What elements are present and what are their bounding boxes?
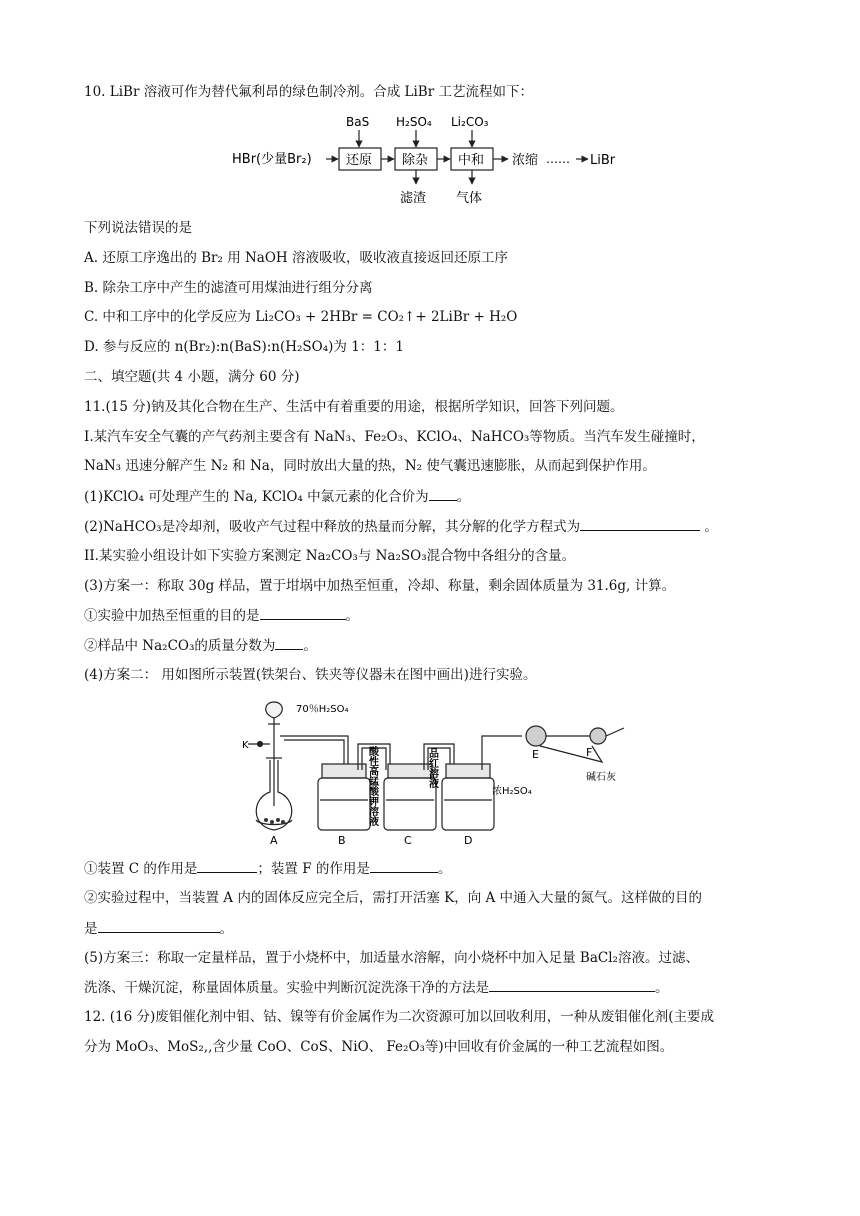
q11-sub3b: [84, 635, 317, 656]
flow-output-gas: 气体: [456, 191, 483, 206]
section-heading: 二、填空题(共 4 小题，满分 60 分): [84, 369, 300, 385]
q10-question: 下列说法错误的是: [84, 220, 192, 236]
b-solution-label: 酸性高锰酸钾溶液: [366, 746, 378, 826]
flow-step-purify: 除杂: [402, 153, 429, 168]
answer-blank[interactable]: [98, 918, 220, 933]
label-e: E: [532, 748, 539, 761]
q11-part1-line2: NaN₃ 迅速分解产生 N₂ 和 Na，同时放出大量的热，N₂ 使气囊迅速膨胀，从而起到保护作用。: [84, 458, 656, 474]
q12-line2: 分为 MoO₃、MoS₂,,含少量 CoO、CoS、NiO、 Fe₂O₃等)中回收有价金属的一种工艺流程如图。: [84, 1039, 674, 1055]
answer-blank[interactable]: [489, 977, 655, 992]
q11-sub1-text: (1)KClO₄ 可处理产生的 Na, KClO₄ 中氯元素的化合价为: [84, 489, 429, 505]
flow-reagent-li2co3: Li₂CO₃: [451, 115, 489, 129]
answer-blank[interactable]: [197, 858, 257, 873]
punct: 。: [219, 921, 233, 937]
q10-option-c: C. 中和工序中的化学反应为 Li₂CO₃ + 2HBr = CO₂↑+ 2LiBr + H₂O: [84, 309, 518, 325]
flow-concentrate: 浓缩: [512, 153, 539, 168]
q11-sub5-line1: (5)方案三：称取一定量样品，置于小烧杯中，加适量水溶解，向小烧杯中加入足量 BaCl₂溶液。过滤、: [84, 950, 699, 966]
punct: 。: [303, 638, 317, 654]
flow-reagent-bas: BaS: [346, 115, 370, 129]
q11-sub3a-text: ①实验中加热至恒重的目的是: [84, 608, 260, 624]
q11-sub5-text: 洗涤、干燥沉淀，称量固体质量。实验中判断沉淀洗涤干净的方法是: [84, 980, 489, 996]
flow-step-neutralize: 中和: [458, 153, 485, 168]
flow-dots: ……: [546, 152, 570, 166]
q10-option-b: B. 除杂工序中产生的滤渣可用煤油进行组分分离: [84, 280, 373, 296]
label-d: D: [464, 834, 473, 847]
punct: 。: [655, 980, 669, 996]
q12-line1: 12. (16 分)废钼催化剂中钼、钴、镍等有价金属作为二次资源可加以回收利用，一种从废钼催化剂(主要成: [84, 1009, 715, 1025]
q10-flow-diagram: [228, 112, 648, 212]
punct: 。: [345, 608, 359, 624]
q11-sub4b-line2: [84, 918, 233, 939]
label-b: B: [338, 834, 346, 847]
punct: 。: [700, 519, 718, 535]
q11-sub4: (4)方案二： 用如图所示装置(铁架台、铁夹等仪器未在图中画出)进行实验。: [84, 667, 537, 683]
flow-step-reduce: 还原: [346, 153, 373, 168]
q11-sub2-text: (2)NaHCO₃是冷却剂，吸收产气过程中释放的热量而分解，其分解的化学方程式为: [84, 519, 581, 535]
q11-sub4a: [84, 858, 451, 879]
q11-sub3: (3)方案一：称取 30g 样品，置于坩埚中加热至恒重，冷却、称量，剩余固体质量为 31.6g, 计算。: [84, 578, 676, 594]
q10-option-d: D. 参与反应的 n(Br₂):n(BaS):n(H₂SO₄)为 1：1：1: [84, 339, 404, 355]
flow-end: LiBr: [590, 153, 616, 168]
q11-sub4b-line1: ②实验过程中，当装置 A 内的固体反应完全后，需打开活塞 K，向 A 中通入大量的氮气。这样做的目的: [84, 890, 703, 906]
q11-intro: 11.(15 分)钠及其化合物在生产、生活中有着重要的用途，根据所学知识，回答下列问题。: [84, 399, 624, 415]
label-a: A: [270, 834, 278, 847]
answer-blank[interactable]: [260, 605, 346, 620]
q11-sub4a-text1: ①装置 C 的作用是: [84, 861, 198, 877]
c-solution-label: 品红溶液: [426, 748, 438, 788]
answer-blank[interactable]: [429, 486, 457, 501]
answer-blank[interactable]: [370, 858, 438, 873]
q10-option-a: A. 还原工序逸出的 Br₂ 用 NaOH 溶液吸收，吸收液直接返回还原工序: [84, 250, 508, 266]
q11-part2: II.某实验小组设计如下实验方案测定 Na₂CO₃与 Na₂SO₃混合物中各组分的含量。: [84, 548, 576, 564]
q11-sub4a-text2: ；装置 F 的作用是: [257, 861, 370, 877]
q11-sub5-line2: [84, 977, 669, 998]
label-c: C: [404, 834, 412, 847]
label-f: F: [586, 746, 593, 759]
punct: 。: [456, 489, 471, 505]
q11-sub3a: [84, 605, 359, 626]
q10-stem: 10. LiBr 溶液可作为替代氟利昂的绿色制冷剂。合成 LiBr 工艺流程如下：: [84, 84, 533, 100]
q11-sub4b-text: 是: [84, 921, 98, 937]
flow-start: HBr(少量Br₂): [232, 152, 312, 167]
q11-sub1: [84, 486, 470, 507]
flow-output-residue: 滤渣: [400, 191, 427, 206]
answer-blank[interactable]: [580, 516, 700, 531]
lime-label: 碱石灰: [586, 772, 616, 783]
flow-reagent-h2so4: H₂SO₄: [396, 115, 432, 129]
q11-sub3b-text: ②样品中 Na₂CO₃的质量分数为: [84, 638, 276, 654]
acid-label: 70％H₂SO₄: [296, 704, 349, 715]
apparatus-diagram: [240, 696, 630, 848]
q11-sub2: [84, 516, 718, 537]
punct: 。: [437, 861, 452, 877]
answer-blank[interactable]: [275, 635, 303, 650]
q11-part1-line1: I.某汽车安全气囊的产气药剂主要含有 NaN₃、Fe₂O₃、KClO₄、NaHCO₃等物质。当汽车发生碰撞时，: [84, 429, 705, 445]
d-solution-label: 浓H₂SO₄: [492, 786, 532, 797]
valve-k-label: K: [242, 740, 249, 751]
